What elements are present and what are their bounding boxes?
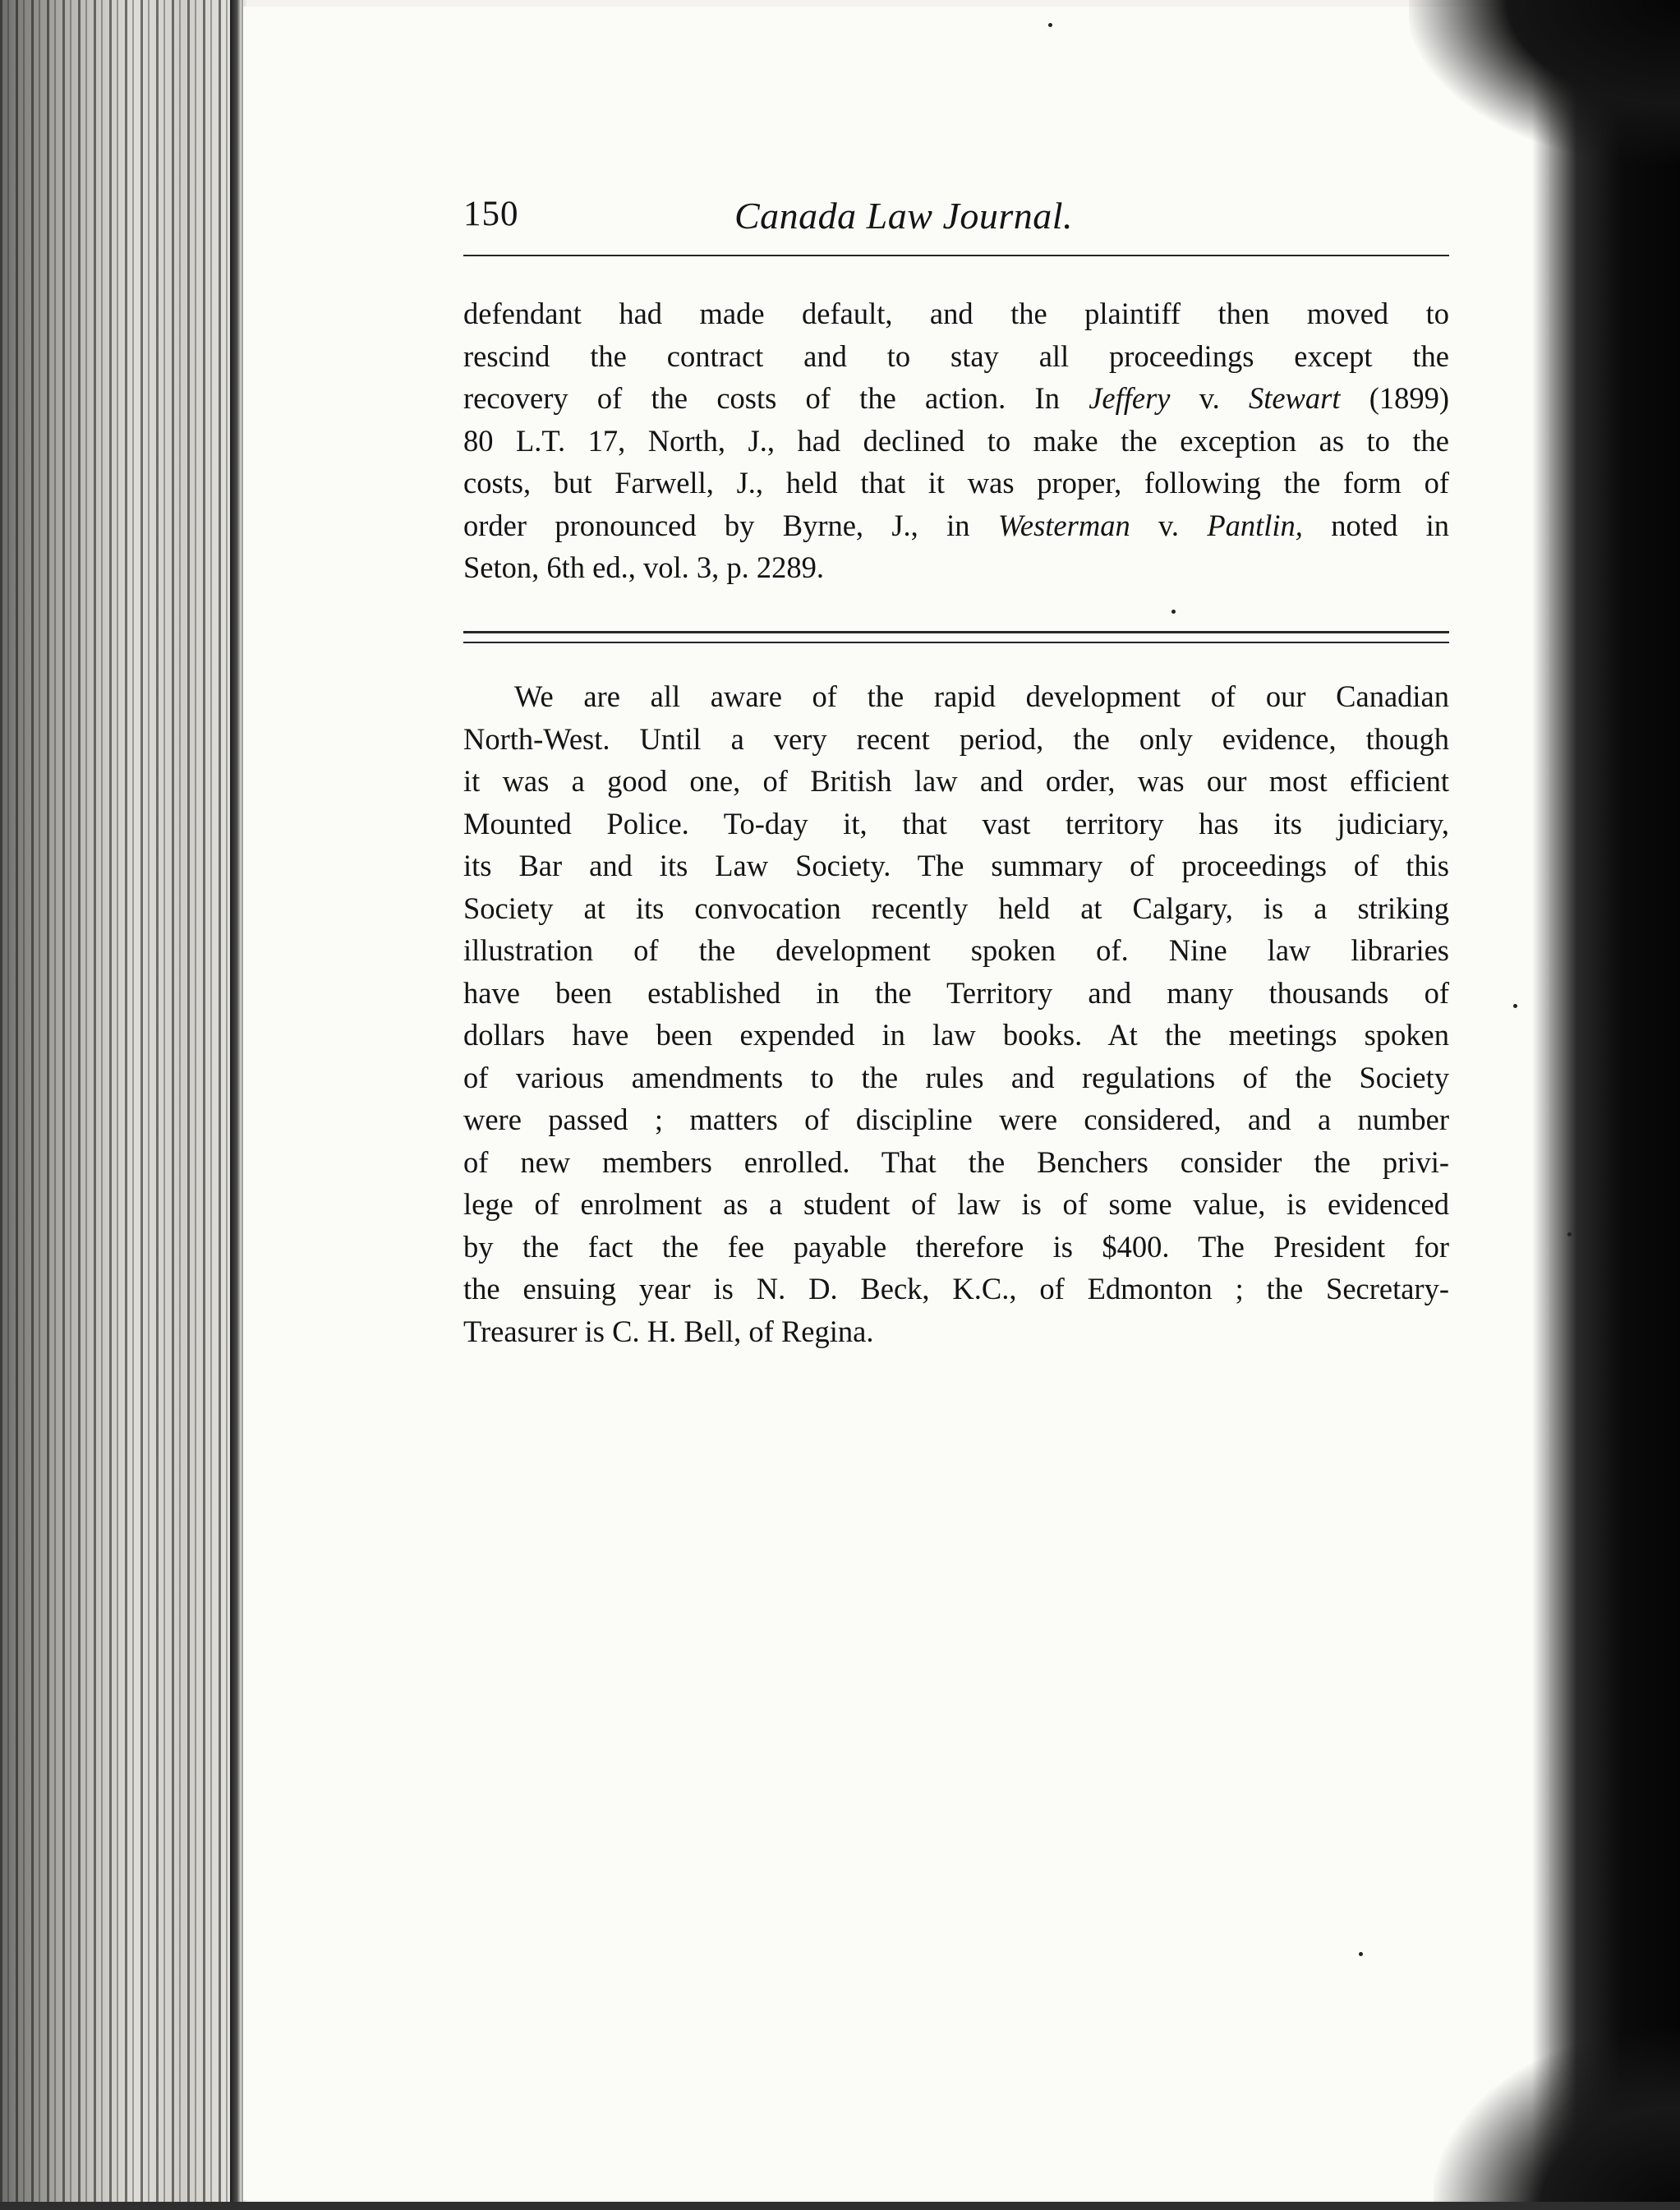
book-binding-gutter <box>0 0 246 2210</box>
text-segment: We are all aware of the rapid development of our Canadian <box>514 679 1449 713</box>
text-line: Society at its convocation recently held at Calgary, is a striking <box>463 891 1449 925</box>
text-line: Treasurer is C. H. Bell, of Regina. <box>463 1314 874 1348</box>
text-line: were passed ; matters of discipline were considered, and a number <box>463 1103 1449 1136</box>
text-line: of various amendments to the rules and regulations of the Society <box>463 1060 1449 1094</box>
text-line: Mounted Police. To-day it, that vast territory has its judiciary, <box>463 806 1449 840</box>
case-party: Westerman <box>997 508 1130 542</box>
text-line: rescind the contract and to stay all proceedings except the <box>463 338 1449 373</box>
journal-title: Canada Law Journal. <box>734 195 1074 237</box>
text-line: dollars have been expended in law books. At the meetings spoken <box>463 1018 1449 1052</box>
case-party: Jeffery <box>1089 381 1171 415</box>
text-line: defendant had made default, and the plaintiff then moved to <box>463 297 1449 330</box>
scan-speck <box>1171 610 1176 614</box>
scan-speck <box>1513 1004 1517 1008</box>
case-party: Stewart <box>1248 381 1341 415</box>
section-divider-double-rule <box>463 631 1449 643</box>
text-line: of new members enrolled. That the Benchers consider the privi- <box>463 1144 1449 1179</box>
bottom-edge-shadow <box>0 2202 1680 2210</box>
scan-speck <box>1359 1952 1363 1956</box>
text-line <box>463 675 1449 718</box>
case-versus: v. <box>1158 508 1180 542</box>
text-line: costs, but Farwell, J., held that it was proper, following the form of <box>463 466 1449 500</box>
page-number: 150 <box>463 195 519 233</box>
text-line: have been established in the Territory and many thousands of <box>463 975 1449 1010</box>
text-line: North-West. Until a very recent period, the only evidence, though <box>463 721 1449 756</box>
text-line <box>463 377 1449 420</box>
text-segment: noted in <box>1331 508 1450 542</box>
bottom-right-corner-shadow <box>1434 2029 1680 2210</box>
top-right-corner-shadow <box>1409 0 1680 164</box>
text-line: by the fact the fee payable therefore is $400. The President for <box>463 1229 1449 1264</box>
text-line <box>463 504 1449 547</box>
running-head <box>463 194 1449 243</box>
text-line: the ensuing year is N. D. Beck, K.C., of Edmonton ; the Secretary- <box>463 1272 1449 1305</box>
article-2-paragraph <box>463 675 1449 1352</box>
scan-speck <box>1048 23 1052 27</box>
text-line: illustration of the development spoken of. Nine law libraries <box>463 933 1449 967</box>
text-line: it was a good one, of British law and order, was our most efficient <box>463 764 1449 798</box>
right-edge-shadow <box>1532 0 1680 2210</box>
article-1-paragraph <box>463 292 1449 589</box>
case-party: Pantlin, <box>1207 508 1303 542</box>
text-line: 80 L.T. 17, North, J., had declined to make the exception as to the <box>463 423 1449 458</box>
case-year: (1899) <box>1369 381 1450 415</box>
text-segment: recovery of the costs of the action. <box>463 381 1006 415</box>
text-segment: In <box>1034 381 1060 415</box>
text-segment: order pronounced by Byrne, J., in <box>463 508 970 542</box>
text-line: its Bar and its Law Society. The summary of proceedings of this <box>463 849 1449 882</box>
scan-speck <box>1567 1232 1572 1236</box>
header-rule <box>463 255 1449 256</box>
gutter-edge-shadow <box>230 0 242 2210</box>
case-versus: v. <box>1199 381 1220 415</box>
text-line: lege of enrolment as a student of law is of some value, is evidenced <box>463 1187 1449 1221</box>
text-line: Seton, 6th ed., vol. 3, p. 2289. <box>463 550 824 584</box>
